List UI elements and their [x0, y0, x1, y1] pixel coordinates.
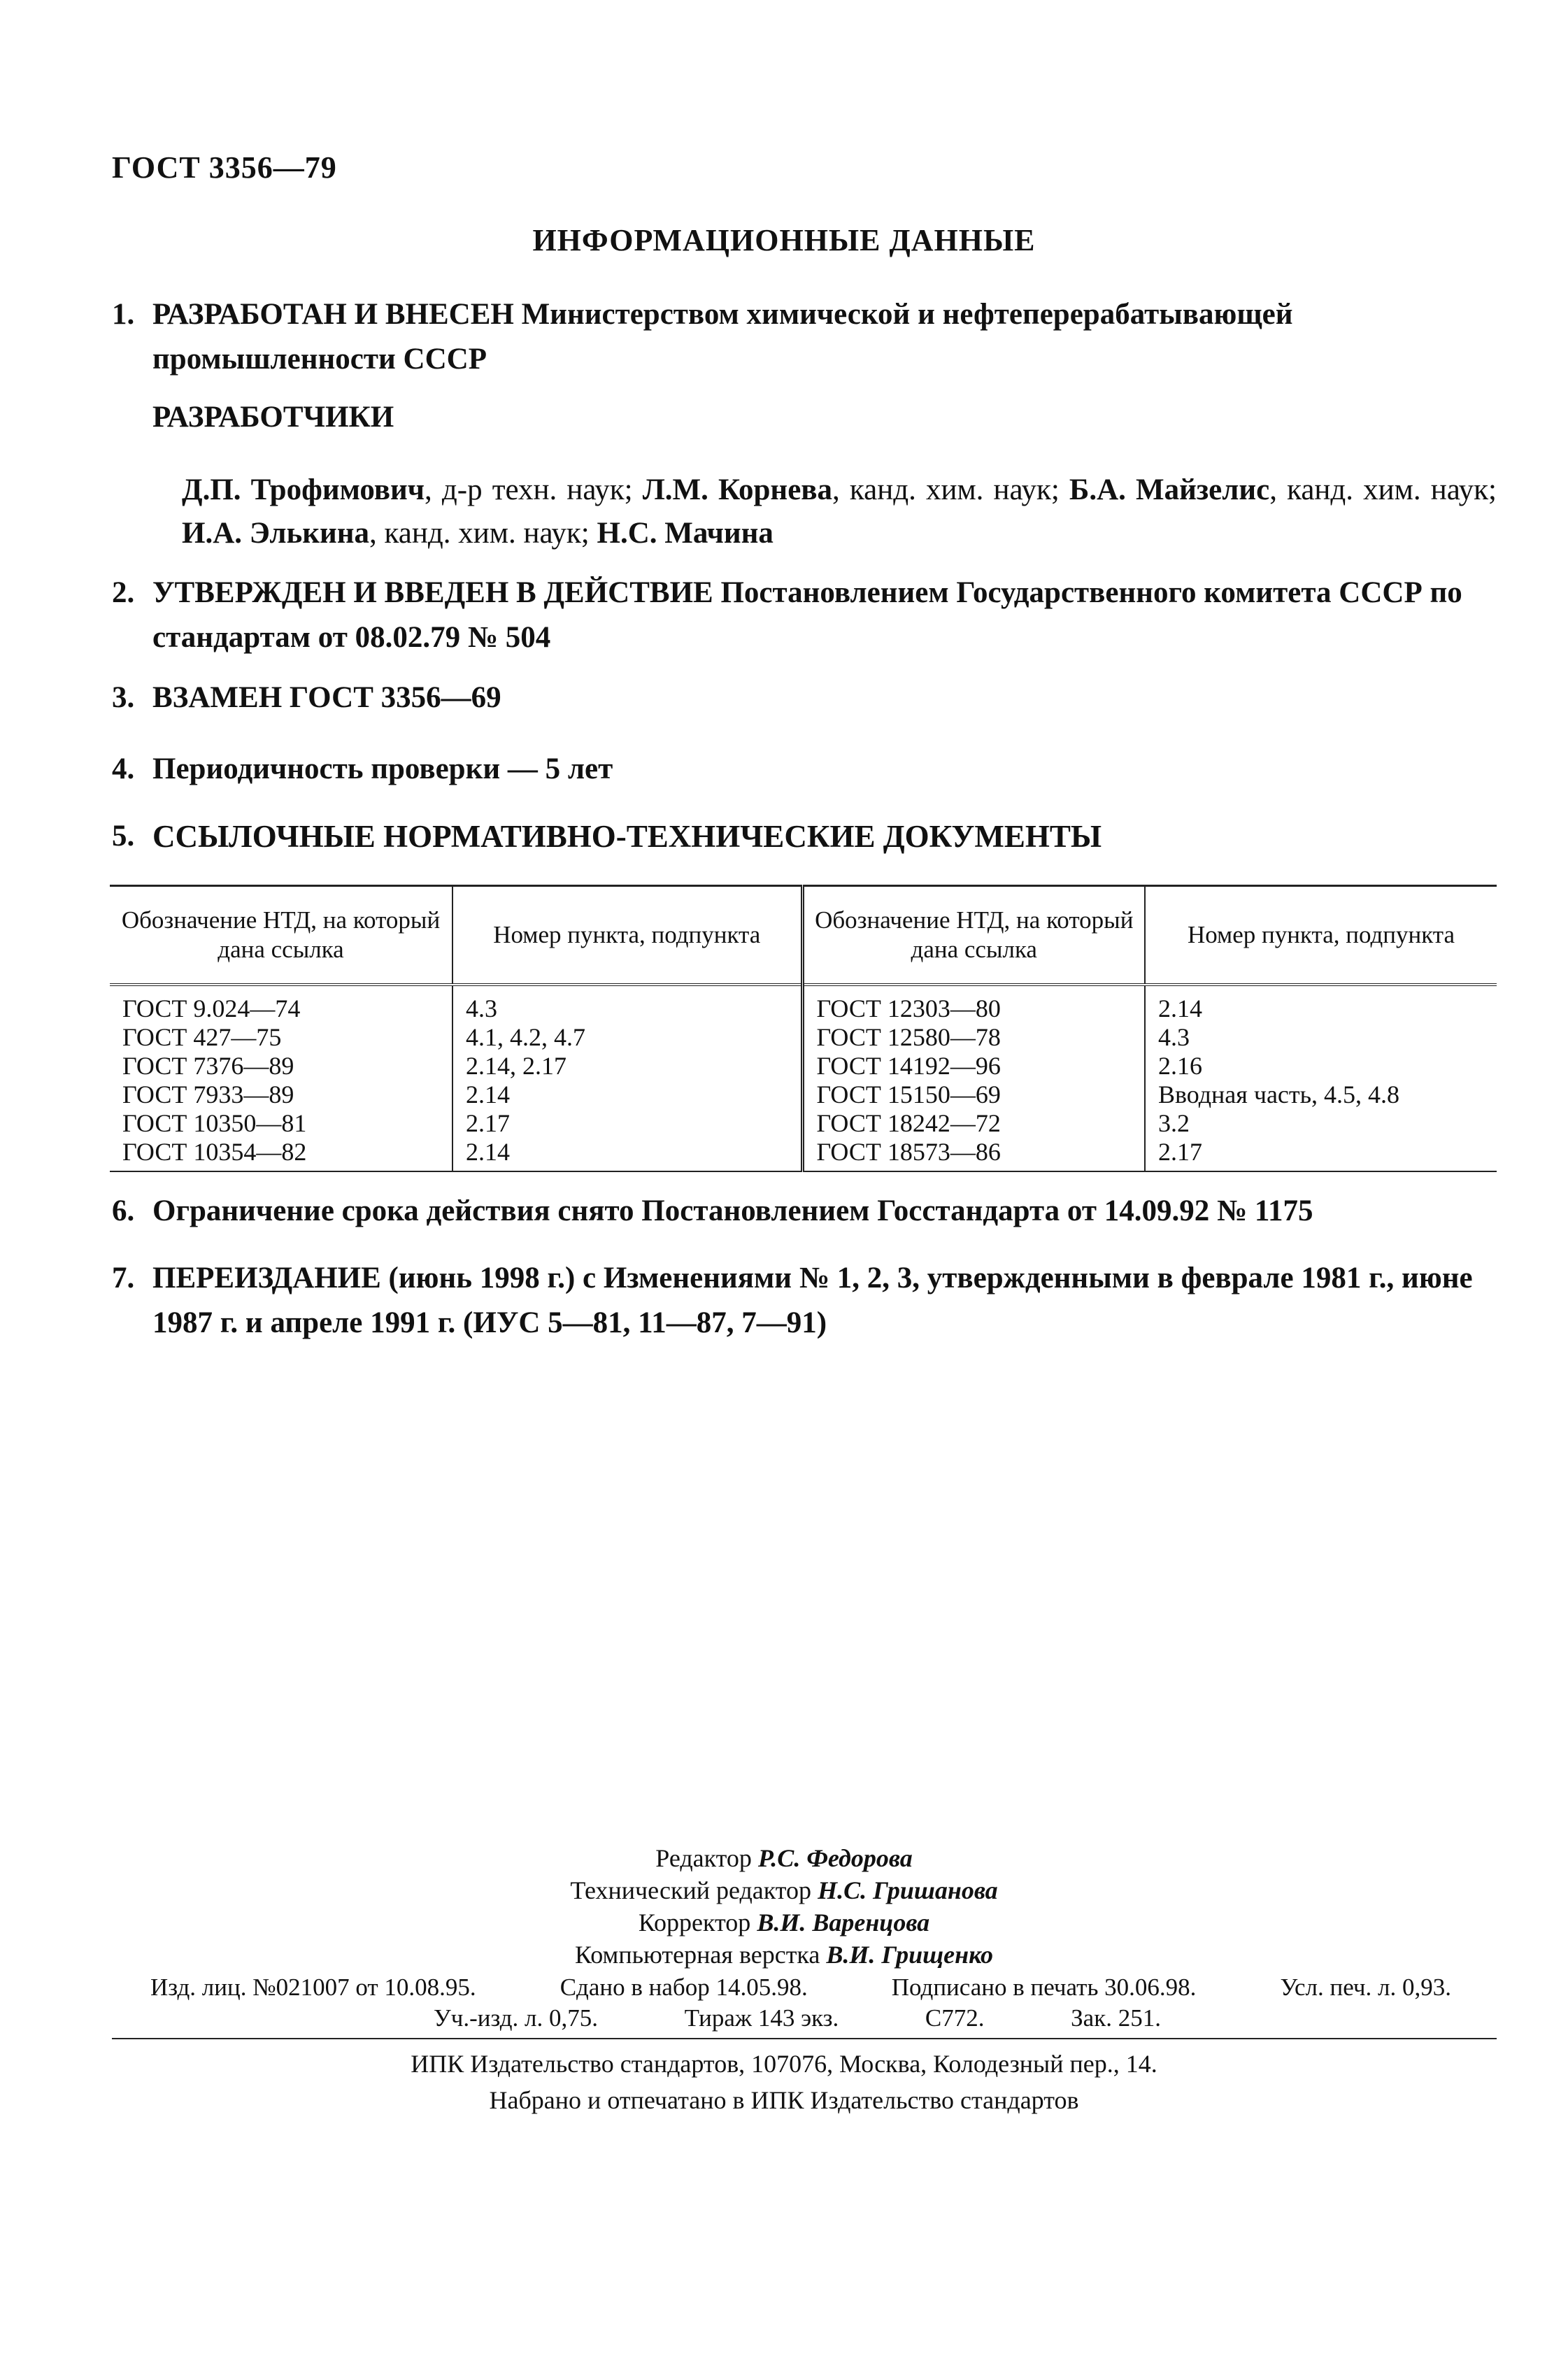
item-2 — [112, 571, 1497, 660]
doc-ref: ГОСТ 12303—80 — [816, 994, 1001, 1022]
credit-role: Корректор — [638, 1909, 757, 1936]
item-4-text: Периодичность проверки — 5 лет — [152, 752, 613, 785]
item-2-text: Постановлением Государственного комитета СССР по стандартам от 08.02.79 № 504 — [152, 576, 1462, 654]
item-3-text: ВЗАМЕН ГОСТ 3356—69 — [152, 681, 501, 714]
author-title: , канд. хим. наук; — [369, 517, 597, 550]
item-5-text: ССЫЛОЧНЫЕ НОРМАТИВНО-ТЕХНИЧЕСКИЕ ДОКУМЕНТЫ — [152, 819, 1102, 854]
imprint-field: Усл. печ. л. 0,93. — [1280, 1974, 1451, 2001]
point-ref: 2.14 — [466, 1080, 510, 1108]
printed-by: Набрано и отпечатано в ИПК Издательство стандартов — [489, 2086, 1079, 2114]
point-ref: 2.14 — [466, 1138, 510, 1166]
column-header: Номер пункта, подпункта — [1145, 886, 1497, 985]
doc-ref: ГОСТ 18242—72 — [816, 1109, 1001, 1137]
credit-name: В.И. Варенцова — [757, 1909, 930, 1936]
author-name: Д.П. Трофимович — [182, 473, 425, 506]
table-header-row — [110, 886, 1497, 985]
doc-ref: ГОСТ 7376—89 — [122, 1052, 294, 1080]
authors-list — [182, 469, 1497, 555]
column-header: Обозначение НТД, на который дана ссылка — [802, 886, 1145, 985]
item-2-bold: УТВЕРЖДЕН И ВВЕДЕН В ДЕЙСТВИЕ — [152, 576, 713, 609]
item-number: 7. — [112, 1262, 135, 1294]
credit-name: Р.С. Федорова — [757, 1844, 913, 1872]
point-ref: 2.14, 2.17 — [466, 1052, 566, 1080]
point-ref: 2.17 — [466, 1109, 510, 1137]
doc-ref: ГОСТ 18573—86 — [816, 1138, 1001, 1166]
imprint-line-2 — [434, 2004, 1161, 2032]
imprint-field: Изд. лиц. №021007 от 10.08.95. — [150, 1974, 476, 2001]
right-points-cell — [1145, 985, 1497, 1171]
point-ref: 2.17 — [1158, 1138, 1202, 1166]
imprint-field: Зак. 251. — [1071, 2004, 1161, 2032]
item-7 — [112, 1256, 1497, 1346]
editorial-credits — [0, 1842, 1568, 1971]
credit-role: Компьютерная верстка — [575, 1941, 827, 1969]
author-title: , д-р техн. наук; — [425, 473, 643, 506]
point-ref: 4.3 — [466, 994, 497, 1022]
imprint-field: Подписано в печать 30.06.98. — [891, 1974, 1197, 2001]
point-ref: 3.2 — [1158, 1109, 1190, 1137]
document-code: ГОСТ 3356—79 — [112, 150, 337, 185]
item-5 — [112, 814, 1497, 859]
item-1 — [112, 292, 1497, 382]
item-number: 4. — [112, 752, 135, 785]
developers-heading: РАЗРАБОТЧИКИ — [152, 401, 394, 434]
item-number: 2. — [112, 576, 135, 609]
item-number: 5. — [112, 820, 135, 853]
credit-role: Редактор — [655, 1844, 758, 1872]
column-header: Номер пункта, подпункта — [452, 886, 802, 985]
author-name: Б.А. Майзелис — [1069, 473, 1270, 506]
doc-ref: ГОСТ 9.024—74 — [122, 994, 301, 1022]
credit-line — [0, 1906, 1568, 1939]
credit-role: Технический редактор — [570, 1876, 818, 1904]
item-4 — [112, 747, 1497, 792]
item-number: 1. — [112, 298, 135, 331]
doc-ref: ГОСТ 427—75 — [122, 1023, 282, 1051]
imprint-line-1 — [150, 1974, 1451, 2002]
item-1-text: Министерством химической и нефтеперерабатывающей промышленности СССР — [152, 298, 1293, 376]
author-name: Н.С. Мачина — [597, 517, 774, 550]
item-1-bold: РАЗРАБОТАН И ВНЕСЕН — [152, 298, 514, 331]
item-6 — [112, 1189, 1497, 1234]
credit-name: В.И. Грищенко — [826, 1941, 993, 1969]
page-title: ИНФОРМАЦИОННЫЕ ДАННЫЕ — [532, 223, 1036, 257]
author-title: , канд. хим. наук; — [832, 473, 1069, 506]
point-ref: 4.3 — [1158, 1023, 1190, 1051]
author-title: , канд. хим. наук; — [1269, 473, 1497, 506]
doc-ref: ГОСТ 12580—78 — [816, 1023, 1001, 1051]
item-number: 3. — [112, 681, 135, 714]
credit-line — [0, 1842, 1568, 1874]
imprint-field: Тираж 143 экз. — [684, 2004, 839, 2032]
imprint-field: Сдано в набор 14.05.98. — [560, 1974, 808, 2001]
point-ref: 2.16 — [1158, 1052, 1202, 1080]
publisher-address: ИПК Издательство стандартов, 107076, Москва, Колодезный пер., 14. — [411, 2050, 1157, 2078]
credit-line — [0, 1939, 1568, 1971]
point-ref: 2.14 — [1158, 994, 1202, 1022]
imprint-field: Уч.-изд. л. 0,75. — [434, 2004, 598, 2032]
imprint-field: С772. — [925, 2004, 985, 2032]
table-row — [110, 985, 1497, 1171]
point-ref: Вводная часть, 4.5, 4.8 — [1158, 1080, 1400, 1108]
doc-ref: ГОСТ 15150—69 — [816, 1080, 1001, 1108]
doc-ref: ГОСТ 10350—81 — [122, 1109, 307, 1137]
author-name: И.А. Элькина — [182, 517, 370, 550]
right-docs-cell — [802, 985, 1145, 1171]
doc-ref: ГОСТ 10354—82 — [122, 1138, 307, 1166]
doc-ref: ГОСТ 7933—89 — [122, 1080, 294, 1108]
credit-name: Н.С. Гришанова — [818, 1876, 998, 1904]
item-number: 6. — [112, 1194, 135, 1227]
left-docs-cell — [110, 985, 452, 1171]
divider — [112, 2038, 1497, 2039]
point-ref: 4.1, 4.2, 4.7 — [466, 1023, 585, 1051]
doc-ref: ГОСТ 14192—96 — [816, 1052, 1001, 1080]
references-table — [110, 885, 1497, 1172]
item-3 — [112, 676, 1497, 720]
column-header: Обозначение НТД, на который дана ссылка — [110, 886, 452, 985]
author-name: Л.М. Корнева — [642, 473, 833, 506]
item-7-text: ПЕРЕИЗДАНИЕ (июнь 1998 г.) с Изменениями № 1, 2, 3, утвержденными в феврале 1981 г., июне 1987 г. и апреле 1991 г. (ИУС 5—81, 11—87, 7—91) — [152, 1262, 1473, 1339]
item-6-text: Ограничение срока действия снято Постановлением Госстандарта от 14.09.92 № 1175 — [152, 1194, 1313, 1227]
left-points-cell — [452, 985, 802, 1171]
credit-line — [0, 1874, 1568, 1906]
